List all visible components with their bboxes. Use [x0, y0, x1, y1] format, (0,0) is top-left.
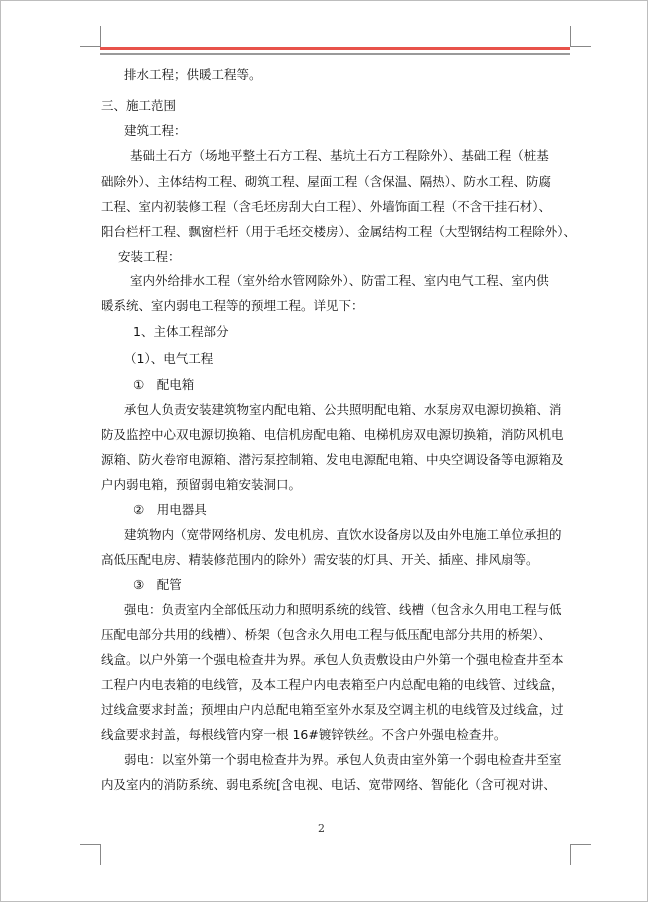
list-heading: ② 用电器具: [133, 502, 207, 517]
list-heading: 1、主体工程部分: [133, 324, 229, 339]
text-line: 阳台栏杆工程、飘窗栏杆（用于毛坯交楼房）、金属结构工程（大型钢结构工程除外）、: [101, 224, 577, 239]
subheading: 建筑工程：: [124, 123, 187, 138]
text-line: 暖系统、室内弱电工程等的预埋工程。详见下：: [101, 298, 364, 313]
section-heading: 三、施工范围: [101, 98, 177, 113]
text-line: 强电：负责室内全部低压动力和照明系统的线管、线槽（包含永久用电工程与低: [124, 602, 562, 617]
list-heading: ③ 配管: [133, 577, 182, 592]
text-line: 弱电：以室外第一个弱电检查井为界。承包人负责由室外第一个弱电检查井至室: [124, 752, 562, 767]
text-line: 防及监控中心双电源切换箱、电信机房配电箱、电梯机房双电源切换箱，消防风机电: [101, 427, 564, 442]
text-line: 工程、室内初装修工程（含毛坯房刮大白工程）、外墙饰面工程（不含干挂石材）、: [101, 199, 552, 214]
text-line: 线盒要求封盖，每根线管内穿一根 16#镀锌铁丝。不含户外强电检查井。: [101, 727, 507, 742]
text-line: 工程户内电表箱的电线管，及本工程户内电表箱至户内总配电箱的电线管、过线盒，: [101, 677, 564, 692]
text-line: 基础土石方（场地平整土石方工程、基坑土石方工程除外）、基础工程（桩基: [130, 148, 549, 163]
text-line: 户内弱电箱，预留弱电箱安装洞口。: [101, 477, 302, 492]
crop-mark-bottom-right: [570, 844, 591, 865]
subheading: 安装工程：: [118, 249, 181, 264]
crop-mark-bottom-left: [80, 844, 101, 865]
header-rule-red: [100, 47, 570, 50]
text-line: 线盒。以户外第一个强电检查井为界。承包人负责敷设由户外第一个强电检查井至本: [101, 652, 564, 667]
crop-mark-top-right: [570, 26, 591, 47]
text-line: 础除外）、主体结构工程、砌筑工程、屋面工程（含保温、隔热）、防水工程、防腐: [101, 174, 552, 189]
text-line: 源箱、防火卷帘电源箱、潜污泵控制箱、发电电源配电箱、中央空调设备等电源箱及: [101, 452, 564, 467]
text-line: 过线盒要求封盖；预埋由户内总配电箱至室外水泵及空调主机的电线管及过线盒，过: [101, 702, 564, 717]
text-line: 排水工程；供暖工程等。: [124, 67, 262, 82]
text-line: 建筑物内（宽带网络机房、发电机房、直饮水设备房以及由外电施工单位承担的: [124, 527, 562, 542]
page-number: 2: [318, 822, 325, 835]
text-line: 承包人负责安装建筑物室内配电箱、公共照明配电箱、水泵房双电源切换箱、消: [124, 402, 562, 417]
text-line: 内及室内的消防系统、弱电系统[含电视、电话、宽带网络、智能化（含可视对讲、: [101, 777, 556, 792]
text-line: 高低压配电房、精装修范围内的除外）需安装的灯具、开关、插座、排风扇等。: [101, 552, 539, 567]
header-rule-gray: [100, 53, 570, 55]
list-heading: （1）、电气工程: [124, 351, 214, 366]
list-heading: ① 配电箱: [133, 377, 195, 392]
crop-mark-top-left: [80, 26, 101, 47]
text-line: 室内外给排水工程（室外给水管网除外）、防雷工程、室内电气工程、室内供: [130, 273, 549, 288]
text-line: 压配电部分共用的线槽）、桥架（包含永久用电工程与低压配电部分共用的桥架）、: [101, 627, 552, 642]
